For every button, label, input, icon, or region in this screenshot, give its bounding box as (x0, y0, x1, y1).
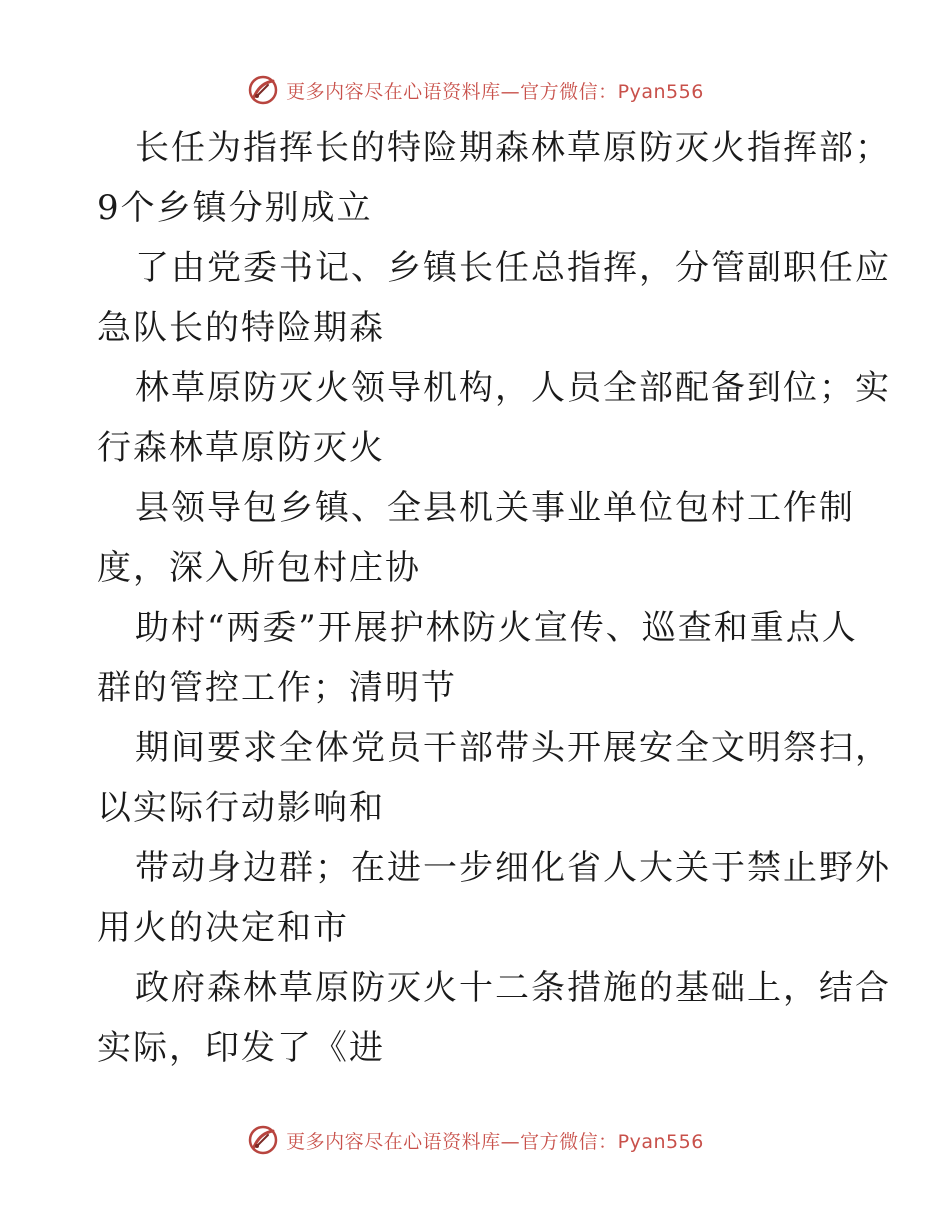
paragraph-line: 林草原防灭火领导机构，人员全部配备到位；实 (135, 368, 891, 408)
paragraph (0, 718, 950, 838)
paragraph-line: 期间要求全体党员干部带头开展安全文明祭扫， (135, 728, 891, 768)
paragraph-line: 实际，印发了《进 (97, 1028, 385, 1068)
paragraph (0, 478, 950, 598)
paragraph-line: 了由党委书记、乡镇长任总指挥，分管副职任应 (135, 248, 891, 288)
paragraph-line: 助村“两委”开展护林防火宣传、巡查和重点人 (135, 608, 858, 648)
paragraph-line: 群的管控工作；清明节 (97, 668, 457, 708)
footer-watermark (0, 1120, 950, 1160)
watermark-text: 更多内容尽在心语资料库—官方微信：Pyan556 (286, 1130, 704, 1153)
paragraph-line: 长任为指挥长的特险期森林草原防灭火指挥部； (135, 128, 891, 168)
paragraph-line: 以实际行动影响和 (97, 788, 385, 828)
paragraph-line: 县领导包乡镇、全县机关事业单位包村工作制 (135, 488, 855, 528)
paragraph (0, 958, 950, 1078)
header-watermark (0, 70, 950, 110)
pen-swirl-logo-icon (246, 73, 280, 107)
paragraph-line: 行森林草原防灭火 (97, 428, 385, 468)
paragraph-line: 急队长的特险期森 (97, 308, 385, 348)
paragraph-line: 度，深入所包村庄协 (97, 548, 421, 588)
paragraph-line: 带动身边群；在进一步细化省人大关于禁止野外 (135, 848, 891, 888)
watermark-text: 更多内容尽在心语资料库—官方微信：Pyan556 (286, 80, 704, 103)
paragraph-line: 政府森林草原防灭火十二条措施的基础上，结合 (135, 968, 891, 1008)
document-body (0, 118, 950, 1078)
pen-swirl-logo-icon (246, 1123, 280, 1157)
paragraph-line: 用火的决定和市 (97, 908, 349, 948)
paragraph-line: 9个乡镇分别成立 (97, 188, 373, 228)
paragraph (0, 118, 950, 238)
paragraph (0, 238, 950, 358)
paragraph (0, 598, 950, 718)
paragraph (0, 358, 950, 478)
paragraph (0, 838, 950, 958)
